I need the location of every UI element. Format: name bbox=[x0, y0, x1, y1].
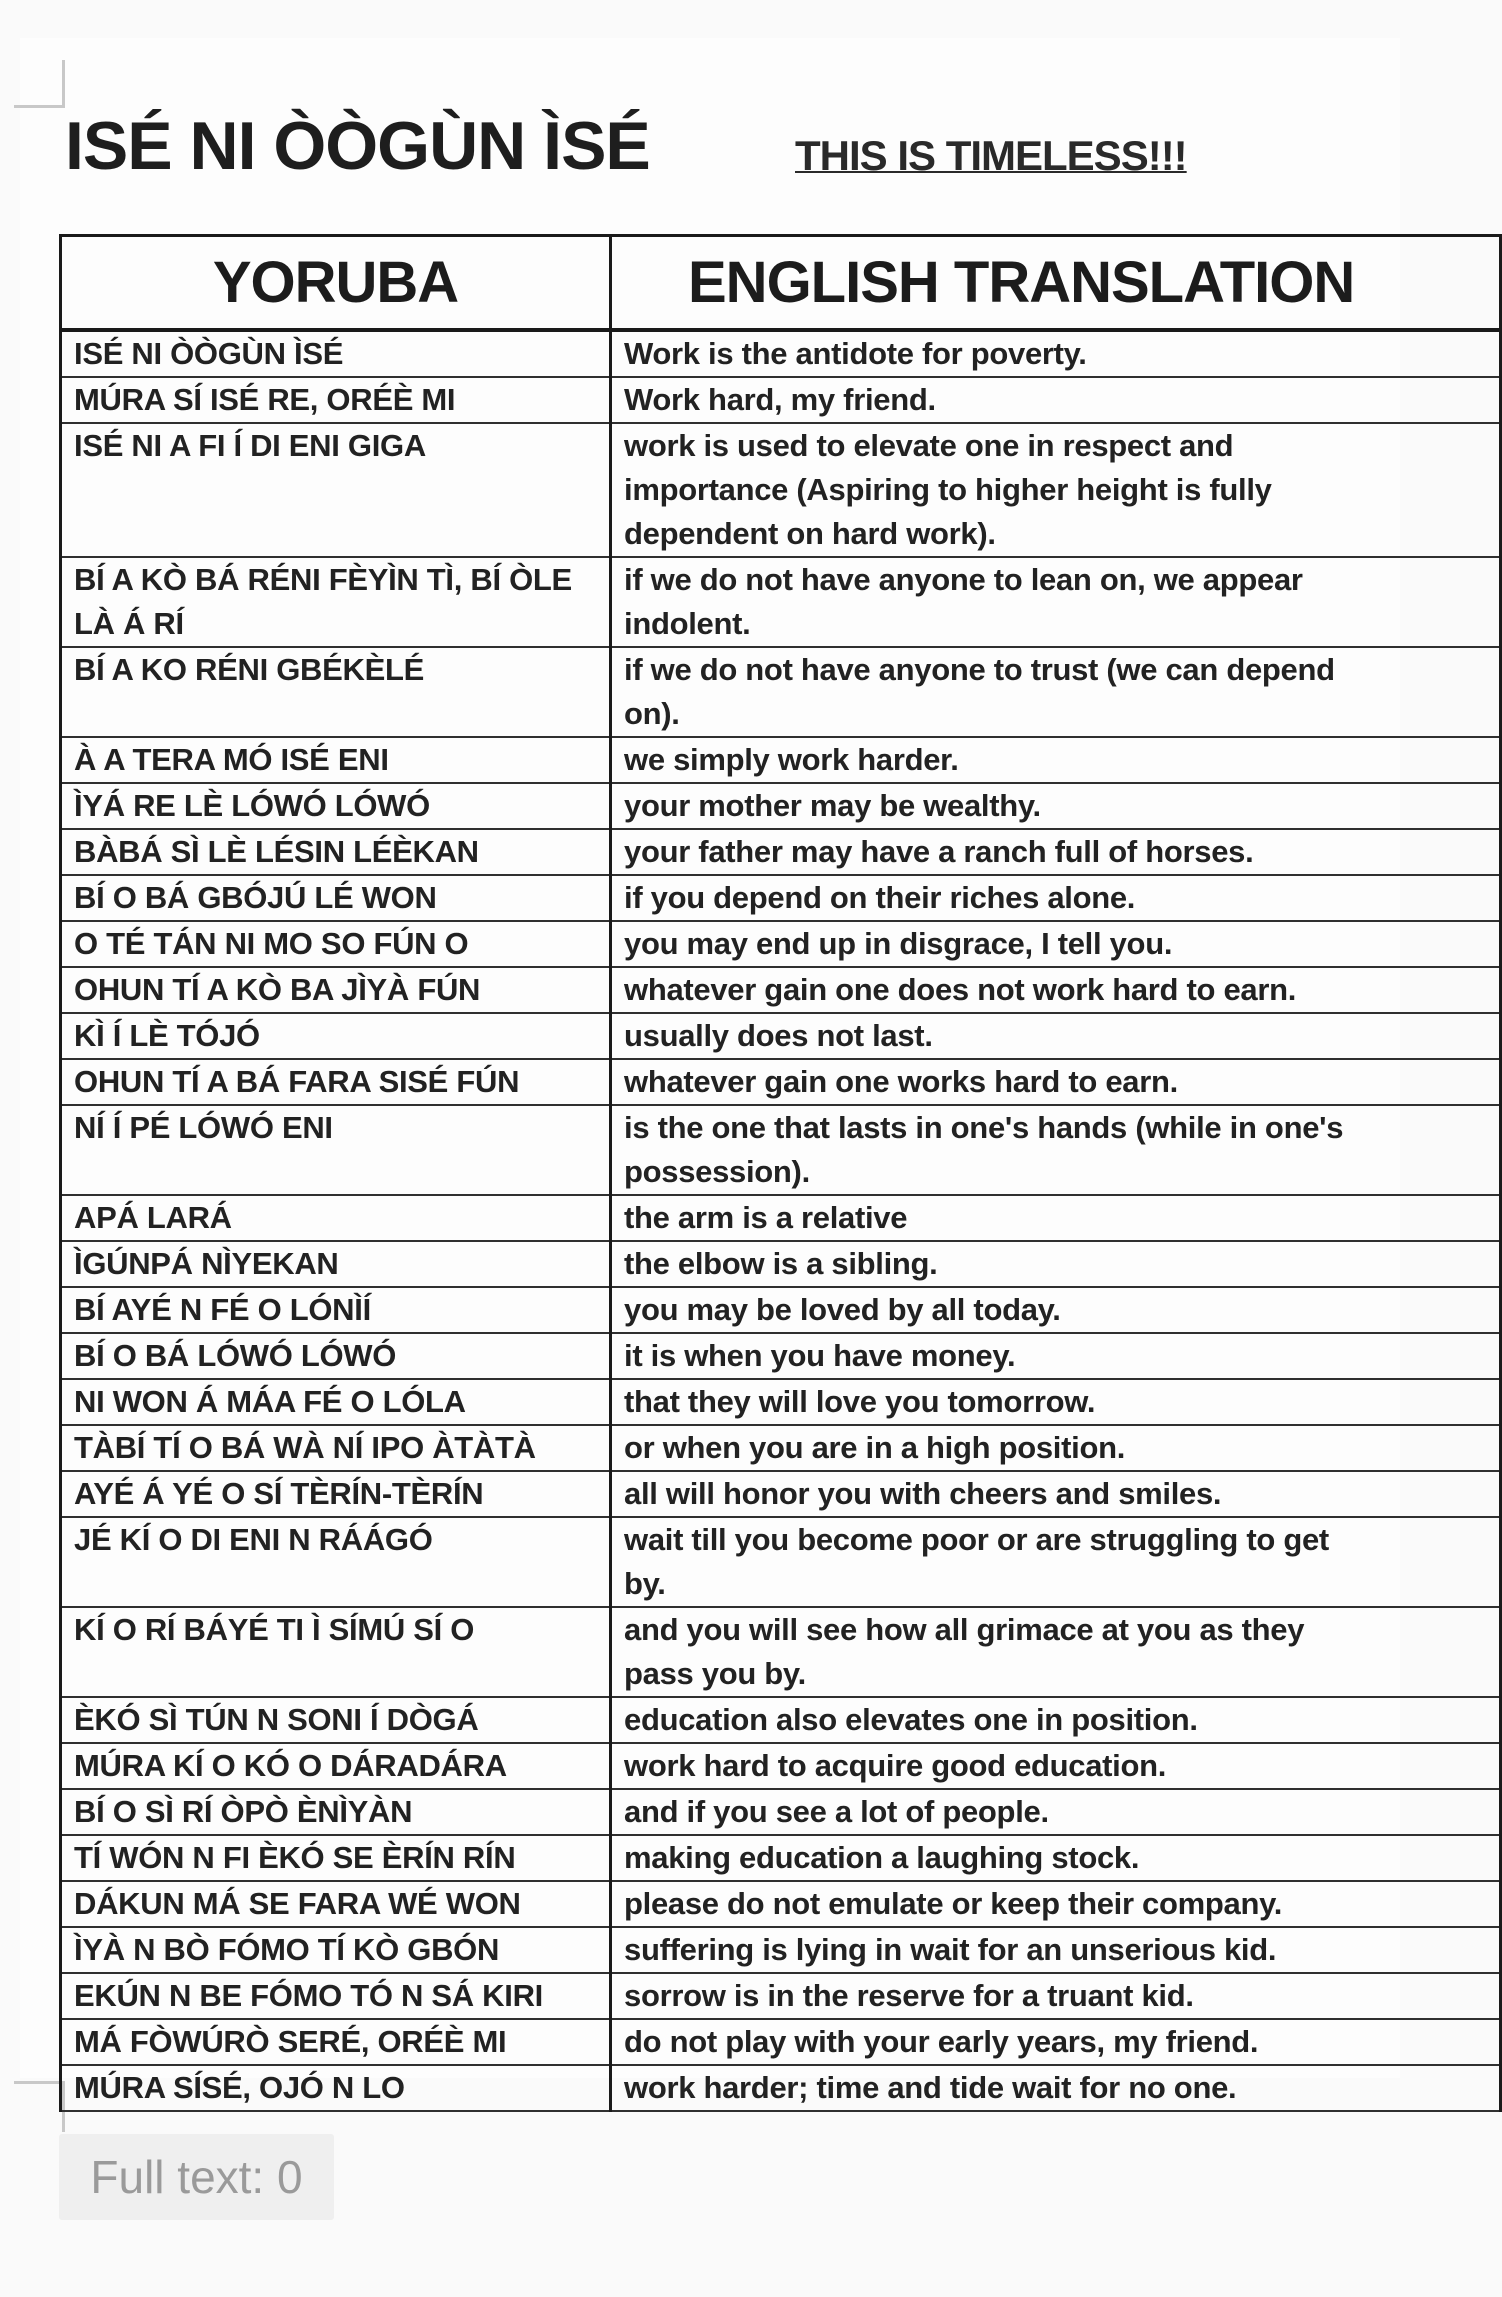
table-row bbox=[61, 1287, 1501, 1333]
table-row bbox=[61, 1835, 1501, 1881]
yoruba-cell: MÁ FÒWÚRÒ SERÉ, ORÉÈ MI bbox=[61, 2019, 611, 2065]
english-cell: that they will love you tomorrow. bbox=[611, 1379, 1501, 1425]
yoruba-cell: MÚRA KÍ O KÓ O DÁRADÁRA bbox=[61, 1743, 611, 1789]
yoruba-cell: ISÉ NI ÒÒGÙN ÌSÉ bbox=[61, 330, 611, 377]
yoruba-cell: BÀBÁ SÌ LÈ LÉSIN LÉÈKAN bbox=[61, 829, 611, 875]
yoruba-cell: EKÚN N BE FÓMO TÓ N SÁ KIRI bbox=[61, 1973, 611, 2019]
header-yoruba: YORUBA bbox=[61, 236, 611, 331]
document-subtitle: THIS IS TIMELESS!!! bbox=[795, 132, 1187, 179]
table-row bbox=[61, 1607, 1501, 1697]
crop-mark-top bbox=[14, 60, 65, 108]
english-cell: Work is the antidote for poverty. bbox=[611, 330, 1501, 377]
yoruba-cell: TÀBÍ TÍ O BÁ WÀ NÍ IPO ÀTÀTÀ bbox=[61, 1425, 611, 1471]
yoruba-cell: À A TERA MÓ ISÉ ENI bbox=[61, 737, 611, 783]
english-cell: and you will see how all grimace at you as they pass you by. bbox=[611, 1607, 1501, 1697]
english-cell: we simply work harder. bbox=[611, 737, 1501, 783]
yoruba-cell: BÍ A KÒ BÁ RÉNI FÈYÌN TÌ, BÍ ÒLE LÀ Á RÍ bbox=[61, 557, 611, 647]
table-row bbox=[61, 423, 1501, 557]
full-text-badge[interactable]: Full text: 0 bbox=[59, 2134, 334, 2220]
table-row bbox=[61, 783, 1501, 829]
english-cell: you may be loved by all today. bbox=[611, 1287, 1501, 1333]
english-cell: the elbow is a sibling. bbox=[611, 1241, 1501, 1287]
table-row bbox=[61, 967, 1501, 1013]
english-cell: whatever gain one does not work hard to earn. bbox=[611, 967, 1501, 1013]
yoruba-cell: NI WON Á MÁA FÉ O LÓLA bbox=[61, 1379, 611, 1425]
yoruba-cell: MÚRA SÍSÉ, OJÓ N LO bbox=[61, 2065, 611, 2111]
yoruba-cell: NÍ Í PÉ LÓWÓ ENI bbox=[61, 1105, 611, 1195]
english-cell: suffering is lying in wait for an unserious kid. bbox=[611, 1927, 1501, 1973]
yoruba-cell: ÈKÓ SÌ TÚN N SONI Í DÒGÁ bbox=[61, 1697, 611, 1743]
table-row bbox=[61, 557, 1501, 647]
table-row bbox=[61, 1059, 1501, 1105]
table-row bbox=[61, 1241, 1501, 1287]
table-row bbox=[61, 1471, 1501, 1517]
table-row bbox=[61, 737, 1501, 783]
table-row bbox=[61, 2019, 1501, 2065]
yoruba-cell: APÁ LARÁ bbox=[61, 1195, 611, 1241]
yoruba-cell: ÌYÁ RE LÈ LÓWÓ LÓWÓ bbox=[61, 783, 611, 829]
yoruba-cell: AYÉ Á YÉ O SÍ TÈRÍN-TÈRÍN bbox=[61, 1471, 611, 1517]
table-row bbox=[61, 1881, 1501, 1927]
crop-mark-bottom bbox=[14, 2081, 65, 2132]
yoruba-cell: BÍ AYÉ N FÉ O LÓNÌÍ bbox=[61, 1287, 611, 1333]
english-cell: work harder; time and tide wait for no one. bbox=[611, 2065, 1501, 2111]
translation-table bbox=[59, 234, 1502, 2112]
table-header-row bbox=[61, 236, 1501, 331]
table-row bbox=[61, 1517, 1501, 1607]
yoruba-cell: TÍ WÓN N FI ÈKÓ SE ÈRÍN RÍN bbox=[61, 1835, 611, 1881]
table-row bbox=[61, 377, 1501, 423]
english-cell: wait till you become poor or are struggling to get by. bbox=[611, 1517, 1501, 1607]
yoruba-cell: ISÉ NI A FI Í DI ENI GIGA bbox=[61, 423, 611, 557]
english-cell: whatever gain one works hard to earn. bbox=[611, 1059, 1501, 1105]
english-cell: and if you see a lot of people. bbox=[611, 1789, 1501, 1835]
english-cell: is the one that lasts in one's hands (while in one's possession). bbox=[611, 1105, 1501, 1195]
english-cell: or when you are in a high position. bbox=[611, 1425, 1501, 1471]
table-row bbox=[61, 1379, 1501, 1425]
translation-table-container bbox=[59, 234, 1400, 2105]
english-cell: education also elevates one in position. bbox=[611, 1697, 1501, 1743]
table-row bbox=[61, 1105, 1501, 1195]
yoruba-cell: ÌGÚNPÁ NÌYEKAN bbox=[61, 1241, 611, 1287]
english-cell: your mother may be wealthy. bbox=[611, 783, 1501, 829]
table-row bbox=[61, 1425, 1501, 1471]
table-row bbox=[61, 1927, 1501, 1973]
yoruba-cell: BÍ O BÁ GBÓJÚ LÉ WON bbox=[61, 875, 611, 921]
table-row bbox=[61, 1697, 1501, 1743]
yoruba-cell: KÌ Í LÈ TÓJÓ bbox=[61, 1013, 611, 1059]
table-row bbox=[61, 1195, 1501, 1241]
table-body bbox=[61, 330, 1501, 2111]
english-cell: it is when you have money. bbox=[611, 1333, 1501, 1379]
yoruba-cell: BÍ O SÌ RÍ ÒPÒ ÈNÌYÀN bbox=[61, 1789, 611, 1835]
english-cell: work hard to acquire good education. bbox=[611, 1743, 1501, 1789]
english-cell: your father may have a ranch full of horses. bbox=[611, 829, 1501, 875]
yoruba-cell: KÍ O RÍ BÁYÉ TI Ì SÍMÚ SÍ O bbox=[61, 1607, 611, 1697]
yoruba-cell: JÉ KÍ O DI ENI N RÁÁGÓ bbox=[61, 1517, 611, 1607]
header-english: ENGLISH TRANSLATION bbox=[611, 236, 1501, 331]
english-cell: Work hard, my friend. bbox=[611, 377, 1501, 423]
table-row bbox=[61, 829, 1501, 875]
table-row bbox=[61, 1013, 1501, 1059]
table-row bbox=[61, 1973, 1501, 2019]
english-cell: if we do not have anyone to lean on, we appear indolent. bbox=[611, 557, 1501, 647]
yoruba-cell: OHUN TÍ A BÁ FARA SISÉ FÚN bbox=[61, 1059, 611, 1105]
english-cell: you may end up in disgrace, I tell you. bbox=[611, 921, 1501, 967]
english-cell: work is used to elevate one in respect and importance (Aspiring to higher height is fully dependent on hard work). bbox=[611, 423, 1501, 557]
english-cell: sorrow is in the reserve for a truant kid. bbox=[611, 1973, 1501, 2019]
yoruba-cell: BÍ O BÁ LÓWÓ LÓWÓ bbox=[61, 1333, 611, 1379]
table-row bbox=[61, 647, 1501, 737]
english-cell: usually does not last. bbox=[611, 1013, 1501, 1059]
yoruba-cell: O TÉ TÁN NI MO SO FÚN O bbox=[61, 921, 611, 967]
english-cell: do not play with your early years, my friend. bbox=[611, 2019, 1501, 2065]
document-title: ISÉ NI ÒÒGÙN ÌSÉ bbox=[65, 108, 650, 184]
yoruba-cell: DÁKUN MÁ SE FARA WÉ WON bbox=[61, 1881, 611, 1927]
english-cell: if you depend on their riches alone. bbox=[611, 875, 1501, 921]
table-row bbox=[61, 1743, 1501, 1789]
table-row bbox=[61, 2065, 1501, 2111]
english-cell: making education a laughing stock. bbox=[611, 1835, 1501, 1881]
english-cell: all will honor you with cheers and smiles. bbox=[611, 1471, 1501, 1517]
yoruba-cell: MÚRA SÍ ISÉ RE, ORÉÈ MI bbox=[61, 377, 611, 423]
yoruba-cell: BÍ A KO RÉNI GBÉKÈLÉ bbox=[61, 647, 611, 737]
table-row bbox=[61, 330, 1501, 377]
english-cell: the arm is a relative bbox=[611, 1195, 1501, 1241]
table-row bbox=[61, 1789, 1501, 1835]
table-row bbox=[61, 1333, 1501, 1379]
table-row bbox=[61, 875, 1501, 921]
english-cell: please do not emulate or keep their company. bbox=[611, 1881, 1501, 1927]
english-cell: if we do not have anyone to trust (we can depend on). bbox=[611, 647, 1501, 737]
yoruba-cell: ÌYÀ N BÒ FÓMO TÍ KÒ GBÓN bbox=[61, 1927, 611, 1973]
table-row bbox=[61, 921, 1501, 967]
yoruba-cell: OHUN TÍ A KÒ BA JÌYÀ FÚN bbox=[61, 967, 611, 1013]
